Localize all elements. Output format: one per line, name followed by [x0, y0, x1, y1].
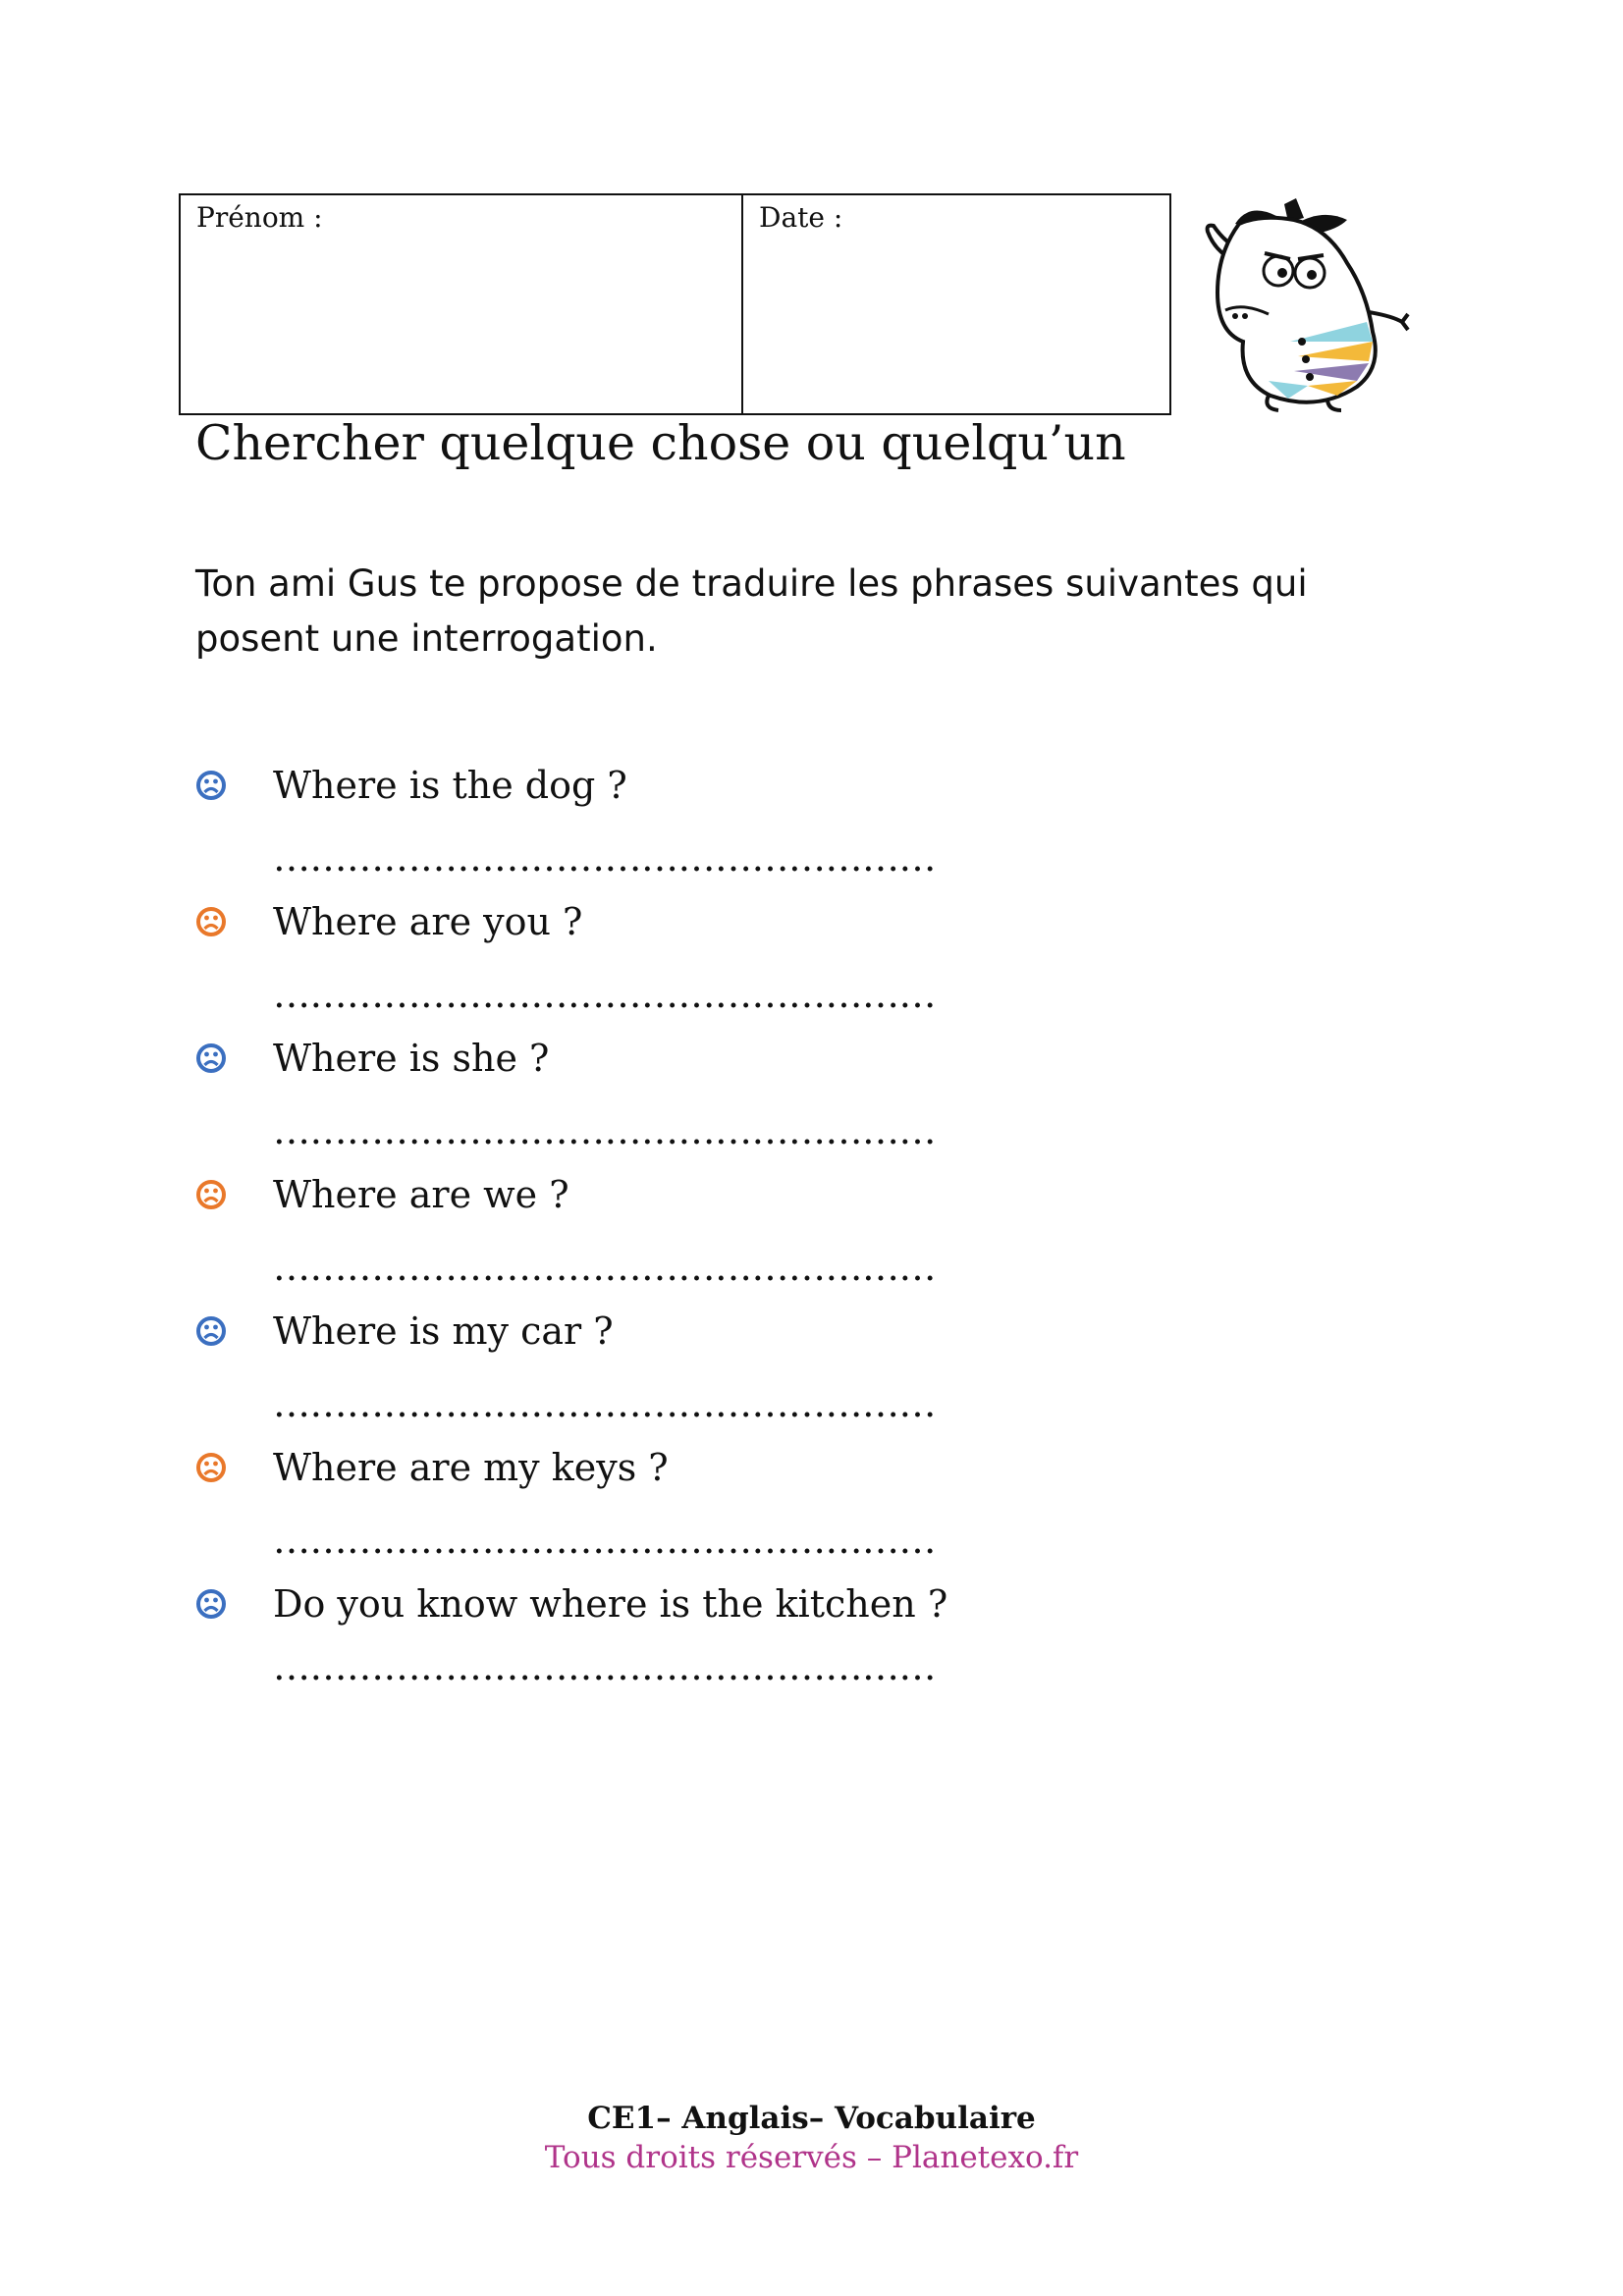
- footer-copyright: Tous droits réservés – Planetexo.fr: [544, 2140, 1079, 2175]
- sad-face-icon: [195, 1179, 227, 1210]
- question-item: [0, 764, 1623, 891]
- question-text: Do you know where is the kitchen ?: [273, 1582, 948, 1626]
- sad-face-icon: [195, 1452, 227, 1483]
- name-label: Prénom :: [196, 201, 323, 234]
- question-text: Where are we ?: [273, 1173, 569, 1216]
- question-item: [0, 900, 1623, 1028]
- name-cell[interactable]: [181, 195, 743, 413]
- sad-face-icon: [195, 1588, 227, 1620]
- footer-title: CE1– Anglais– Vocabulaire: [587, 2101, 1036, 2136]
- answer-line[interactable]: ………………………………………………: [273, 1246, 936, 1289]
- gus-mascot-icon: [1200, 194, 1410, 415]
- sad-face-icon: [195, 906, 227, 937]
- answer-line[interactable]: ………………………………………………: [273, 836, 936, 880]
- question-item: [0, 1173, 1623, 1301]
- sad-face-icon: [195, 1042, 227, 1074]
- date-label: Date :: [759, 201, 843, 234]
- question-item: [0, 1582, 1623, 1710]
- question-text: Where is my car ?: [273, 1309, 614, 1353]
- question-text: Where is she ?: [273, 1037, 550, 1080]
- name-date-box: [179, 193, 1171, 415]
- answer-line[interactable]: ………………………………………………: [273, 1109, 936, 1152]
- instructions-text: Ton ami Gus te propose de traduire les phrases suivantes qui posent une interrogation.: [195, 562, 1308, 660]
- question-item: [0, 1446, 1623, 1574]
- answer-line[interactable]: ………………………………………………: [273, 973, 936, 1016]
- answer-line[interactable]: ………………………………………………: [273, 1519, 936, 1562]
- date-cell[interactable]: [743, 195, 1169, 413]
- question-item: [0, 1037, 1623, 1164]
- question-item: [0, 1309, 1623, 1437]
- answer-line[interactable]: ………………………………………………: [273, 1645, 936, 1688]
- question-text: Where is the dog ?: [273, 764, 627, 807]
- question-text: Where are my keys ?: [273, 1446, 669, 1489]
- sad-face-icon: [195, 770, 227, 801]
- page-title: Chercher quelque chose ou quelqu’un: [195, 415, 1126, 471]
- answer-line[interactable]: ………………………………………………: [273, 1382, 936, 1425]
- sad-face-icon: [195, 1315, 227, 1347]
- question-text: Where are you ?: [273, 900, 583, 943]
